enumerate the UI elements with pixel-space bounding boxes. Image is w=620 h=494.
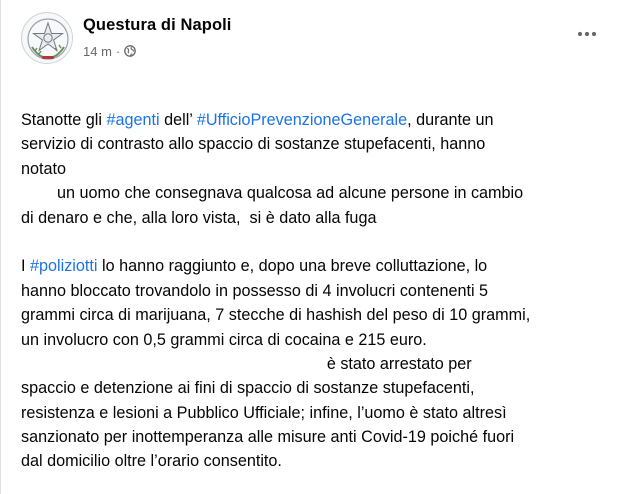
post-header bbox=[1, 0, 620, 80]
text-segment: , durante un bbox=[407, 111, 494, 129]
more-options-button[interactable] bbox=[569, 22, 605, 46]
text-segment: Stanotte gli bbox=[21, 111, 107, 129]
text-line: spaccio e detenzione ai fini di spaccio di sostanze stupefacenti, bbox=[21, 379, 475, 398]
hashtag-link[interactable]: #poliziotti bbox=[30, 257, 98, 276]
text-line: notato bbox=[21, 159, 67, 178]
text-line: di denaro e che, alla loro vista, si è dato alla fuga bbox=[21, 208, 377, 227]
text-line: un involucro con 0,5 grammi circa di cocaina e 215 euro. bbox=[21, 330, 427, 349]
text-line: resistenza e lesioni a Pubblico Ufficiale; infine, l’uomo è stato altresì bbox=[21, 403, 507, 422]
text-line: hanno bloccato trovandolo in possesso di 4 involucri contenenti 5 bbox=[21, 281, 489, 300]
text-segment: I bbox=[21, 257, 30, 276]
text-line: dal domicilio oltre l’orario consentito. bbox=[21, 452, 282, 471]
page-name[interactable]: Questura di Napoli bbox=[83, 16, 232, 34]
post-time[interactable]: 14 m bbox=[83, 43, 112, 59]
text-segment: dell’ bbox=[159, 111, 197, 129]
text-line bbox=[21, 254, 613, 278]
text-line: è stato arrestato per bbox=[21, 354, 472, 373]
hashtag-link[interactable]: #agenti bbox=[106, 111, 160, 129]
post-text bbox=[21, 108, 613, 474]
globe-icon[interactable] bbox=[124, 45, 136, 57]
emblem-logo bbox=[22, 13, 73, 64]
hashtag-link[interactable]: #UfficioPrevenzioneGenerale bbox=[196, 111, 408, 129]
meta-separator: · bbox=[115, 43, 121, 59]
ellipsis-icon bbox=[575, 30, 599, 38]
post-meta bbox=[83, 42, 136, 60]
text-line: sanzionato per inottemperanza alle misure anti Covid-19 poiché fuori bbox=[21, 428, 515, 447]
text-line: servizio di contrasto allo spaccio di sostanze stupefacenti, hanno bbox=[21, 135, 486, 154]
avatar[interactable] bbox=[21, 12, 73, 64]
text-line: grammi circa di marijuana, 7 stecche di hashish del peso di 10 grammi, bbox=[21, 306, 531, 325]
paragraph-gap bbox=[21, 230, 613, 254]
text-line bbox=[21, 108, 613, 132]
text-segment: lo hanno raggiunto e, dopo una breve colluttazione, lo bbox=[97, 257, 488, 276]
text-line: un uomo che consegnava qualcosa ad alcune persone in cambio bbox=[21, 184, 524, 203]
